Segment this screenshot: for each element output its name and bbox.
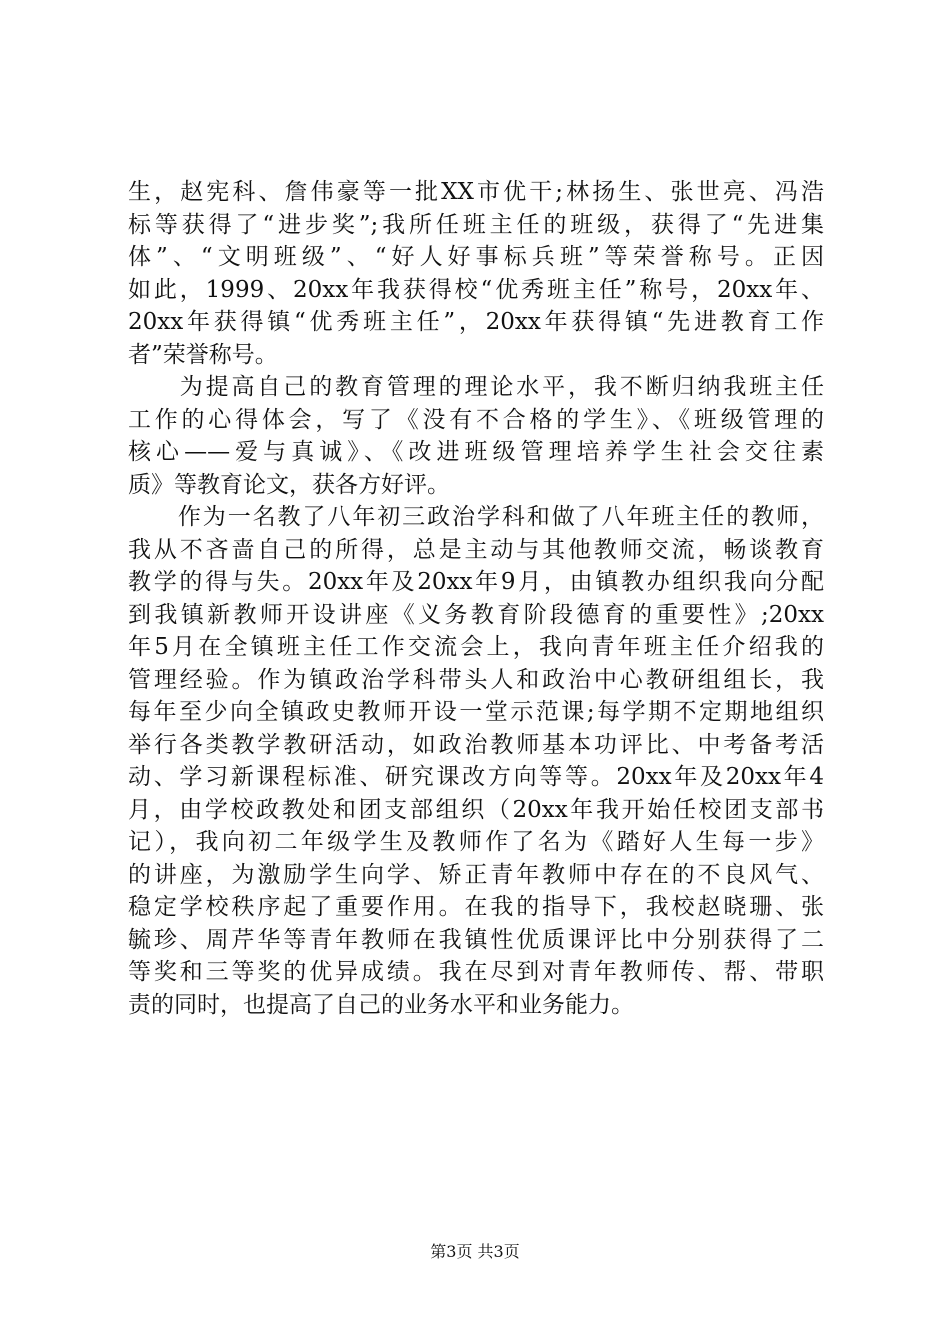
text-line: 毓珍、周芹华等青年教师在我镇性优质课评比中分别获得了二: [128, 926, 824, 953]
text-line: 每年至少向全镇政史教师开设一堂示范课;每学期不定期地组织: [128, 699, 824, 725]
text-line: 举行各类教学教研活动，如政治教师基本功评比、中考备考活: [128, 731, 824, 758]
text-line: 责的同时，也提高了自己的业务水平和业务能力。: [128, 991, 634, 1018]
text-line: 稳定学校秩序起了重要作用。在我的指导下，我校赵晓珊、张: [128, 894, 824, 920]
text-line: 为提高自己的教育管理的理论水平，我不断归纳我班主任: [128, 374, 824, 400]
text-line: 月，由学校政教处和团支部组织（20xx年我开始任校团支部书: [128, 796, 824, 823]
text-line: 记），我向初二年级学生及教师作了名为《踏好人生每一步》: [128, 829, 824, 855]
text-line: 的讲座，为激励学生向学、矫正青年教师中存在的不良风气、: [128, 861, 824, 888]
body-text: [128, 176, 824, 1021]
text-line: 动、学习新课程标准、研究课改方向等等。20xx年及20xx年4: [128, 764, 824, 790]
text-line: 核心——爱与真诚》、《改进班级管理培养学生社会交往素: [128, 439, 824, 465]
text-line: 体”、“文明班级”、“好人好事标兵班”等荣誉称号。正因: [128, 244, 824, 270]
text-line: 我从不吝啬自己的所得，总是主动与其他教师交流，畅谈教育: [128, 536, 824, 563]
text-line: 作为一名教了八年初三政治学科和做了八年班主任的教师，: [128, 504, 824, 530]
page-footer: 第3页 共3页: [430, 1242, 520, 1261]
text-line: 质》等教育论文，获各方好评。: [128, 471, 450, 498]
text-line: 管理经验。作为镇政治学科带头人和政治中心教研组组长，我: [128, 666, 824, 693]
text-line: 20xx年获得镇“优秀班主任”，20xx年获得镇“先进教育工作: [128, 309, 824, 335]
text-line: 教学的得与失。20xx年及20xx年9月，由镇教办组织我向分配: [128, 569, 824, 595]
text-line: 工作的心得体会，写了《没有不合格的学生》、《班级管理的: [128, 406, 824, 433]
text-line: 如此，1999、20xx年我获得校“优秀班主任”称号，20xx年、: [128, 276, 824, 303]
text-line: 到我镇新教师开设讲座《义务教育阶段德育的重要性》;20xx: [128, 601, 824, 628]
text-line: 等奖和三等奖的优异成绩。我在尽到对青年教师传、帮、带职: [128, 959, 824, 985]
text-line: 年5月在全镇班主任工作交流会上，我向青年班主任介绍我的: [128, 634, 824, 660]
text-line: 者”荣誉称号。: [128, 341, 278, 368]
text-line: 标等获得了“进步奖”;我所任班主任的班级，获得了“先进集: [128, 211, 824, 238]
text-line: 生，赵宪科、詹伟豪等一批XX市优干;林扬生、张世亮、冯浩: [128, 179, 824, 205]
